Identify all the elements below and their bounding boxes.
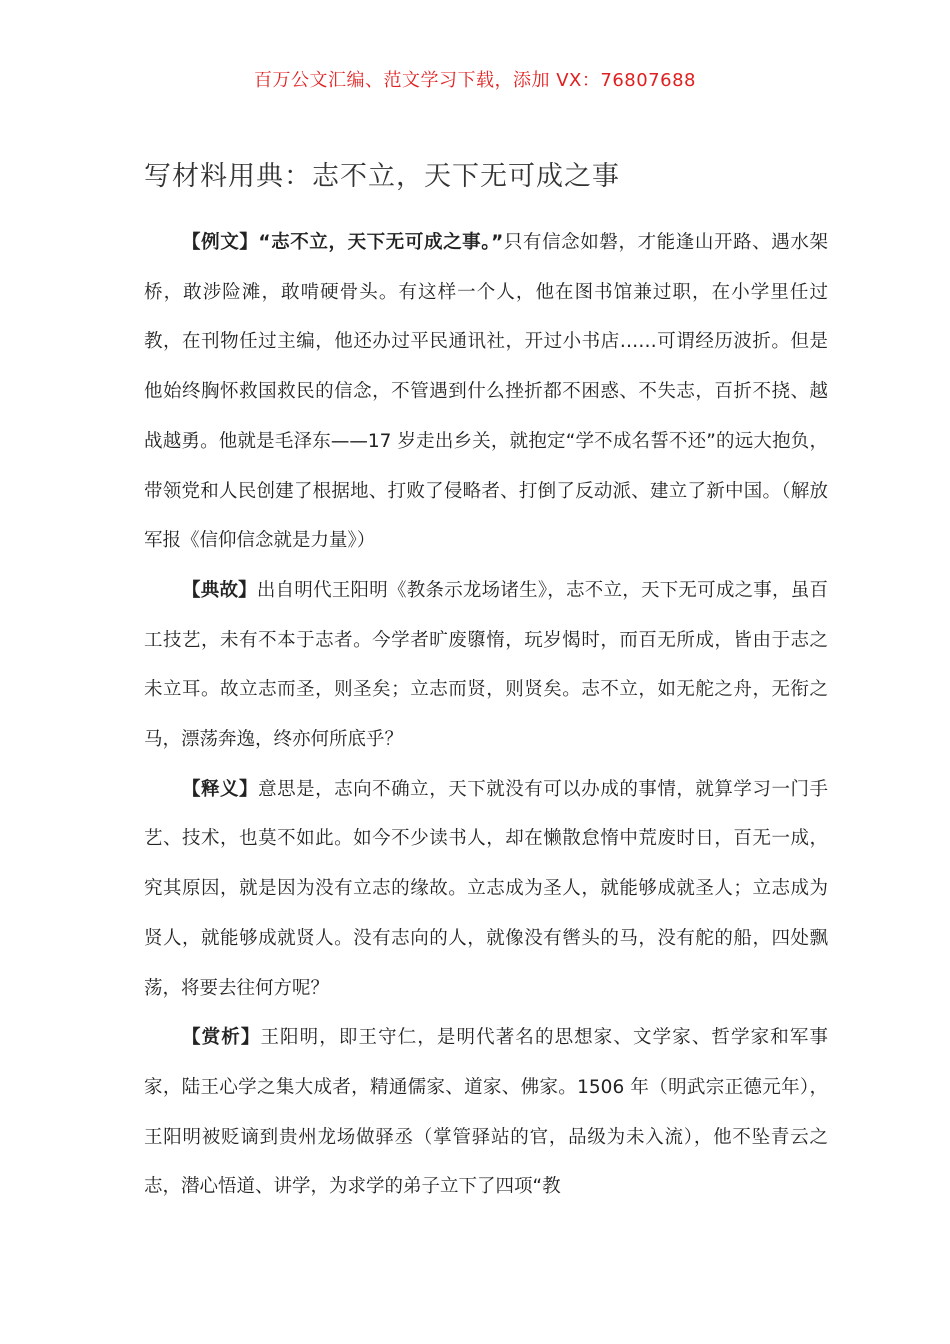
- paragraph-tag: 【例文】: [182, 232, 259, 253]
- document-title: 写材料用典：志不立，天下无可成之事: [144, 161, 620, 192]
- paragraph-appreciation: [144, 1013, 828, 1212]
- document-body: [144, 218, 828, 1212]
- paragraph-allusion: [144, 566, 828, 765]
- paragraph-text: 只有信念如磐，才能逢山开路、遇水架桥，敢涉险滩，敢啃硬骨头。有这样一个人，他在图书馆兼过职，在小学里任过教，在刊物任过主编，他还办过平民通讯社，开过小书店……可谓经历波折。但是他始终胸怀救国救民的信念，不管遇到什么挫折都不困惑、不失志，百折不挠、越战越勇。他就是毛泽东——17 岁走出乡关，就抱定“学不成名誓不还”的远大抱负，带领党和人民创建了根据地、打败了侵略者、打倒了反动派、建立了新中国。（解放军报《信仰信念就是力量》）: [144, 232, 828, 552]
- paragraph-text: 意思是，志向不确立，天下就没有可以办成的事情，就算学习一门手艺、技术，也莫不如此。如今不少读书人，却在懒散怠惰中荒废时日，百无一成，究其原因，就是因为没有立志的缘故。立志成为圣人，就能够成就圣人；立志成为贤人，就能够成就贤人。没有志向的人，就像没有辔头的马，没有舵的船，四处飘荡，将要去往何方呢？: [144, 778, 828, 999]
- paragraph-tag: 【释义】: [182, 778, 259, 800]
- paragraph-text: 出自明代王阳明《教条示龙场诸生》，志不立，天下无可成之事，虽百工技艺，未有不本于志者。今学者旷废隳惰，玩岁愒时，而百无所成，皆由于志之未立耳。故立志而圣，则圣矣；立志而贤，则贤矣。志不立，如无舵之舟，无衔之马，漂荡奔逸，终亦何所底乎？: [144, 579, 828, 751]
- paragraph-text: 王阳明，即王守仁，是明代著名的思想家、文学家、哲学家和军事家，陆王心学之集大成者，精通儒家、道家、佛家。1506 年（明武宗正德元年），王阳明被贬谪到贵州龙场做驿丞（掌管驿站的官，品级为未入流），他不坠青云之志，潜心悟道、讲学，为求学的弟子立下了四项“教: [144, 1027, 828, 1198]
- paragraph-tag: 【典故】: [182, 579, 257, 601]
- header-banner: 百万公文汇编、范文学习下载，添加 VX：76807688: [254, 70, 696, 91]
- paragraph-meaning: [144, 765, 828, 1014]
- paragraph-quote: “志不立，天下无可成之事。”: [258, 232, 504, 253]
- paragraph-example: [144, 218, 828, 566]
- paragraph-tag: 【赏析】: [182, 1027, 261, 1049]
